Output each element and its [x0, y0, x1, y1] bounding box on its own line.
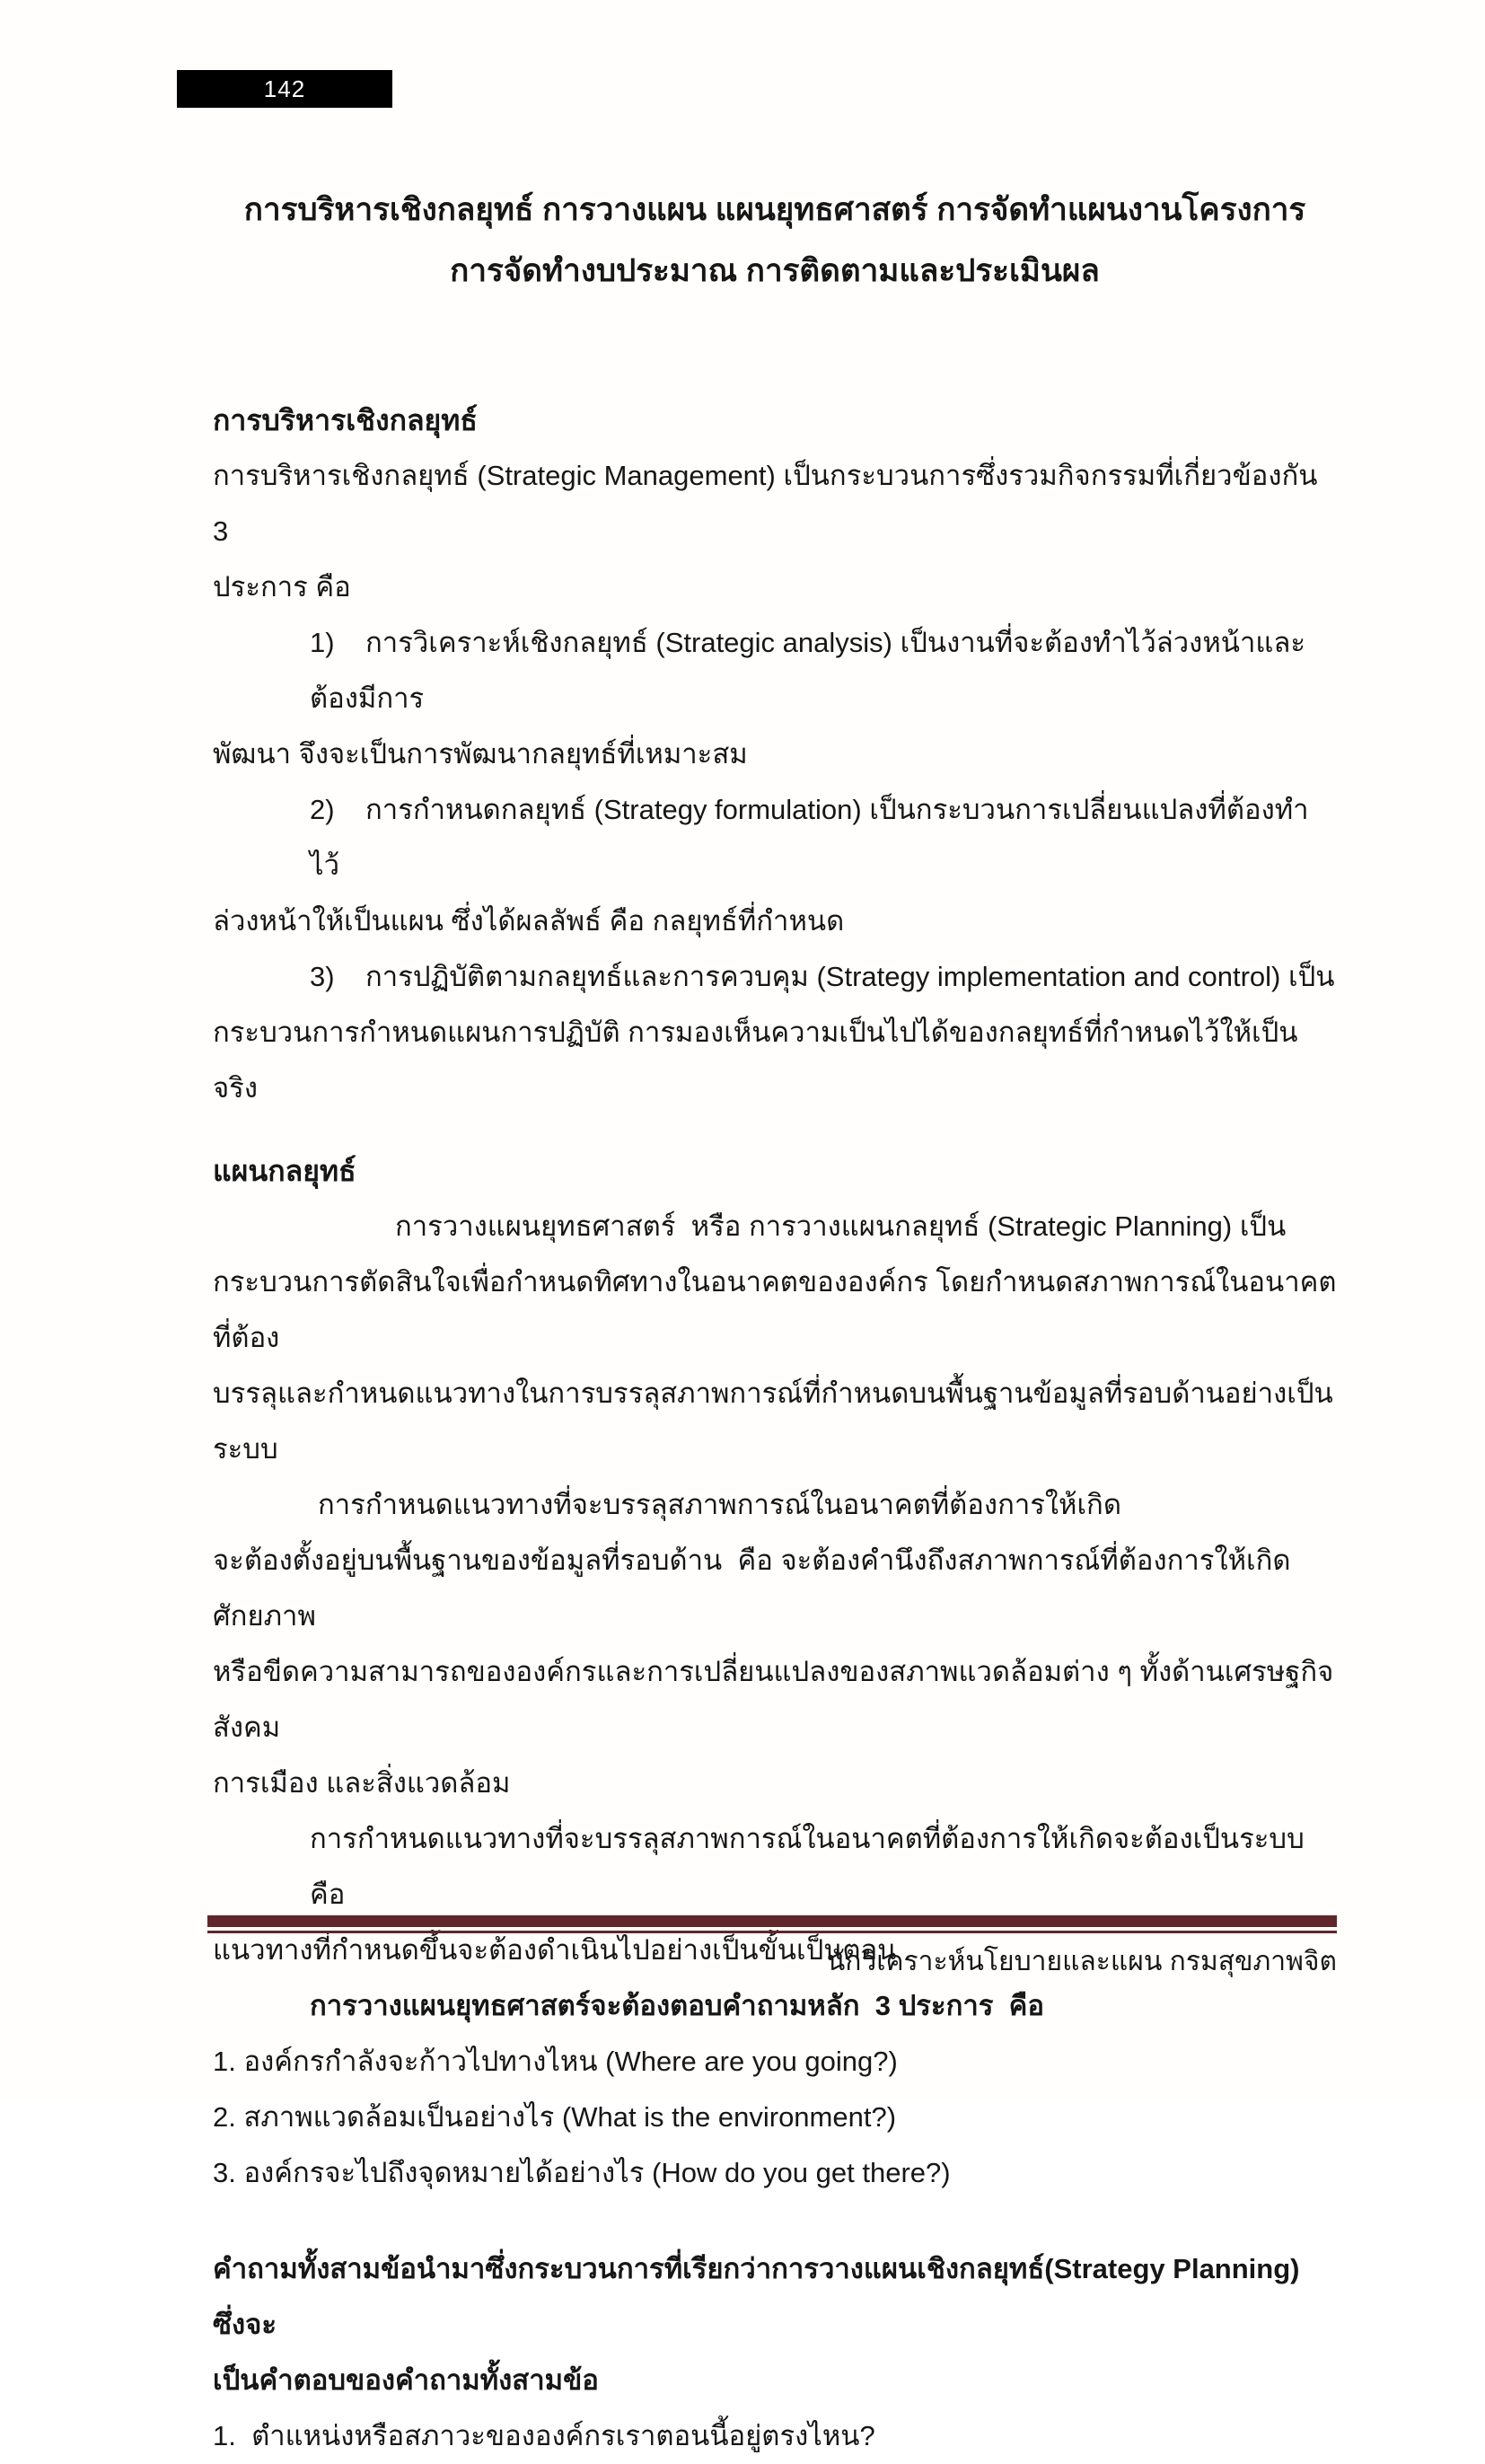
- footer-rule-thick: [207, 1915, 1337, 1927]
- document-title: [213, 180, 1337, 302]
- paragraph-line: ประการ คือ: [213, 571, 351, 603]
- section-heading-strategic-management: การบริหารเชิงกลยุทธ์: [213, 404, 478, 436]
- section-strategic-management: [213, 392, 1337, 1116]
- paragraph-line: เป็นคำตอบของคำถามทั้งสามข้อ: [213, 2364, 599, 2396]
- section-strategic-plan: [213, 1143, 1341, 2201]
- list-item: 2. สภาพแวดล้อมเป็นอย่างไร (What is the environment?): [213, 2101, 897, 2133]
- paragraph-line: แนวทางที่กำหนดขึ้นจะต้องดำเนินไปอย่างเป็นขั้นเป็นตอน: [213, 1934, 897, 1966]
- paragraph-line: การกำหนดแนวทางที่จะบรรลุสภาพการณ์ในอนาคตที่ต้องการให้เกิดจะต้องเป็นระบบ คือ: [310, 1823, 1321, 1910]
- paragraph-line: กระบวนการตัดสินใจเพื่อกำหนดทิศทางในอนาคตขององค์กร โดยกำหนดสภาพการณ์ในอนาคตที่ต้อง: [213, 1266, 1337, 1353]
- paragraph-line: คำถามทั้งสามข้อนำมาซึ่งกระบวนการที่เรียกว่าการวางแผนเชิงกลยุทธ์(Strategy Planning) ซึ่งจะ: [213, 2253, 1308, 2340]
- footer-credit: นักวิเคราะห์นโยบายและแผน กรมสุขภาพจิต: [826, 1947, 1337, 1976]
- list-item: 1. องค์กรกำลังจะก้าวไปทางไหน (Where are you going?): [213, 2046, 898, 2077]
- footer-rule: [207, 1915, 1337, 1933]
- paragraph-line: จะต้องตั้งอยู่บนพื้นฐานของข้อมูลที่รอบด้าน คือ จะต้องคำนึงถึงสภาพการณ์ที่ต้องการให้เกิดศักยภาพ: [213, 1544, 1291, 1632]
- paragraph-line: พัฒนา จึงจะเป็นการพัฒนากลยุทธ์ที่เหมาะสม: [213, 738, 748, 770]
- list-item: 2) การกำหนดกลยุทธ์ (Strategy formulation) เป็นกระบวนการเปลี่ยนแปลงที่ต้องทำไว้: [310, 794, 1309, 881]
- document-title-line-1: การบริหารเชิงกลยุทธ์ การวางแผน แผนยุทธศาสตร์ การจัดทำแผนงานโครงการ: [243, 192, 1306, 227]
- document-body: [213, 392, 1341, 2464]
- list-item: 1) การวิเคราะห์เชิงกลยุทธ์ (Strategic analysis) เป็นงานที่จะต้องทำไว้ล่วงหน้าและต้องมีการ: [310, 627, 1305, 714]
- paragraph-line: การบริหารเชิงกลยุทธ์ (Strategic Management) เป็นกระบวนการซึ่งรวมกิจกรรมที่เกี่ยวข้องกัน 3: [213, 460, 1326, 547]
- key-questions-lead: การวางแผนยุทธศาสตร์จะต้องตอบคำถามหลัก 3 ประการ คือ: [310, 1990, 1044, 2021]
- list-item: 1. ตำแหน่งหรือสภาวะขององค์กรเราตอนนี้อยู่ตรงไหน?: [213, 2420, 875, 2451]
- paragraph-line: การเมือง และสิ่งแวดล้อม: [213, 1767, 511, 1799]
- page-number-badge: 142: [177, 70, 392, 108]
- list-item: 3) การปฏิบัติตามกลยุทธ์และการควบคุม (Strategy implementation and control) เป็น: [310, 961, 1335, 992]
- paragraph-line: การวางแผนยุทธศาสตร์ หรือ การวางแผนกลยุทธ์ (Strategic Planning) เป็น: [395, 1210, 1287, 1242]
- list-item: 3. องค์กรจะไปถึงจุดหมายได้อย่างไร (How do you get there?): [213, 2157, 951, 2188]
- paragraph-line: ล่วงหน้าให้เป็นแผน ซึ่งได้ผลลัพธ์ คือ กลยุทธ์ที่กำหนด: [213, 905, 845, 937]
- footer-rule-thin: [207, 1931, 1337, 1933]
- section-heading-strategic-plan: แผนกลยุทธ์: [213, 1155, 356, 1187]
- paragraph-line: กระบวนการกำหนดแผนการปฏิบัติ การมองเห็นความเป็นไปได้ของกลยุทธ์ที่กำหนดไว้ให้เป็นจริง: [213, 1016, 1298, 1104]
- paragraph-line: บรรลุและกำหนดแนวทางในการบรรลุสภาพการณ์ที่กำหนดบนพื้นฐานข้อมูลที่รอบด้านอย่างเป็นระบบ: [213, 1377, 1333, 1465]
- paragraph-line: หรือขีดความสามารถขององค์กรและการเปลี่ยนแปลงของสภาพแวดล้อมต่าง ๆ ทั้งด้านเศรษฐกิจ สังคม: [213, 1656, 1341, 1743]
- document-title-line-2: การจัดทำงบประมาณ การติดตามและประเมินผล: [450, 253, 1100, 288]
- section-closing: [213, 2241, 1337, 2464]
- paragraph-line: การกำหนดแนวทางที่จะบรรลุสภาพการณ์ในอนาคตที่ต้องการให้เกิด: [318, 1489, 1121, 1520]
